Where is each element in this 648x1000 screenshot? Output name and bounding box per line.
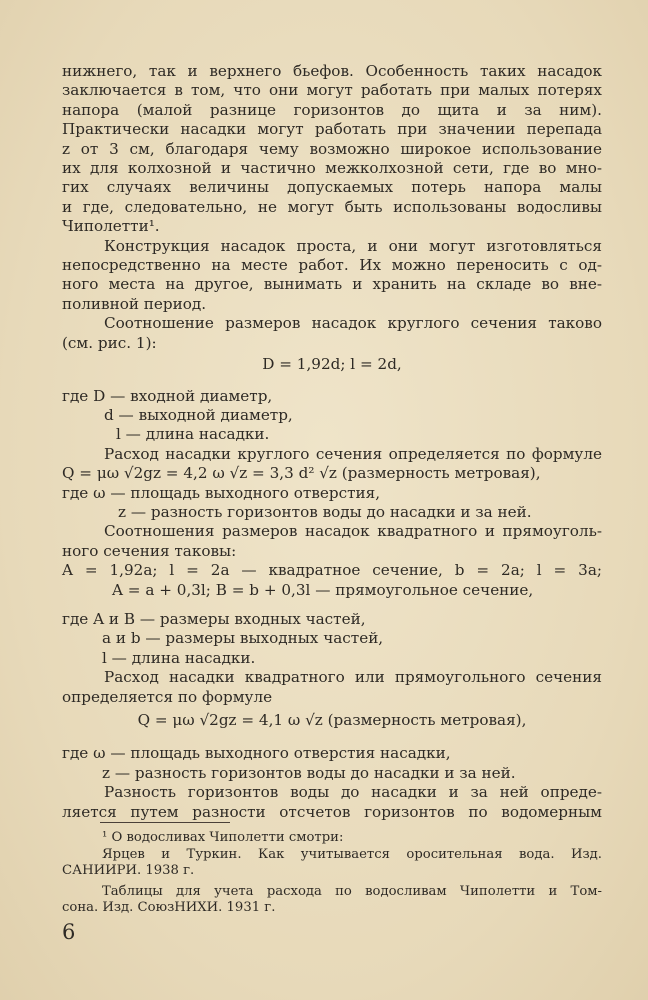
paragraph-flow-round [62, 445, 602, 523]
formula-square: A = 1,92a; l = 2a — квадратное сечение, b = 2a; l = 3a; [62, 561, 602, 580]
paragraph-construction [62, 237, 602, 315]
formula-rectangular: A = a + 0,3l; B = b + 0,3l — прямоугольное сечение, [112, 580, 534, 599]
text-line: (см. рис. 1): [62, 333, 157, 352]
where-block-3 [62, 610, 602, 668]
footnote-divider [100, 822, 230, 823]
paragraph-square-section [62, 522, 602, 600]
text-line: a и b — размеры выходных частей, [102, 629, 384, 648]
text-line: Соотношения размеров насадок квадратного и прямоуголь- [104, 522, 602, 541]
page-body-text [62, 62, 602, 822]
text-line: l — длина насадки. [116, 425, 270, 444]
text-line: Расход насадки круглого сечения определяется по формуле [104, 444, 602, 463]
text-line: напора (малой разнице горизонтов до щита и за ним). [62, 100, 602, 119]
text-line: Практически насадки могут работать при значении перепада [62, 120, 602, 139]
paragraph-horizon-difference [62, 783, 602, 822]
text-line: поливной период. [62, 294, 207, 313]
where-block-4 [62, 744, 602, 783]
text-line: где ω — площадь выходного отверстия насадки, [62, 744, 451, 763]
text-line: z — разность горизонтов воды до насадки и за ней. [118, 502, 532, 521]
text-line: Соотношение размеров насадок круглого сечения таково [104, 314, 602, 333]
paragraph-flow-square [62, 668, 602, 707]
text-line: ляется путем разности отсчетов горизонтов по водомерным [62, 802, 602, 821]
text-line: и где, следовательно, не могут быть использованы водосливы [62, 197, 602, 216]
footnote-line: Таблицы для учета расхода по водосливам Чиполетти и Том- [102, 883, 602, 899]
footnote-line: Ярцев и Туркин. Как учитывается оросительная вода. Изд. [102, 846, 602, 862]
footnote-line: сона. Изд. СоюзНИХИ. 1931 г. [62, 900, 276, 915]
formula-flow-square: Q = μω √2gz = 4,1 ω √z (размерность метровая), [137, 711, 527, 729]
paragraph-round-section [62, 314, 602, 353]
text-line: гих случаях величины допускаемых потерь напора малы [62, 178, 602, 197]
text-line: ного сечения таковы: [62, 541, 237, 560]
text-line: нижнего, так и верхнего бьефов. Особенность таких насадок [62, 62, 602, 80]
text-line: ного места на другое, вынимать и хранить на складе во вне- [62, 275, 602, 294]
text-line: где A и B — размеры входных частей, [62, 609, 366, 628]
text-line: где ω — площадь выходного отверстия, [62, 483, 381, 502]
text-line: определяется по формуле [62, 687, 273, 706]
formula-flow-round: Q = μω √2gz = 4,2 ω √z = 3,3 d² √z (размерность метровая), [62, 464, 541, 483]
text-line: d — выходной диаметр, [104, 405, 293, 424]
text-line: z — разность горизонтов воды до насадки и за ней. [102, 763, 516, 782]
text-line: где D — входной диаметр, [62, 386, 273, 405]
text-line: Конструкция насадок проста, и они могут изготовляться [104, 236, 602, 255]
text-line: заключается в том, что они могут работать при малых потерях [62, 81, 602, 100]
page-number: 6 [62, 920, 76, 944]
footnotes [62, 830, 602, 917]
text-line: Чиполетти¹. [62, 217, 160, 236]
footnote-line: САНИИРИ. 1938 г. [62, 863, 195, 878]
text-line: l — длина насадки. [102, 648, 256, 667]
text-line: z от 3 см, благодаря чему возможно широкое использование [62, 139, 602, 158]
formula-diameters: D = 1,92d; l = 2d, [262, 355, 402, 374]
where-block-1 [62, 387, 602, 445]
text-line: Расход насадки квадратного или прямоугольного сечения [104, 668, 602, 687]
paragraph-intro [62, 62, 602, 237]
text-line: их для колхозной и частично межколхозной сети, где во мно- [62, 159, 602, 178]
text-line: непосредственно на месте работ. Их можно переносить с од- [62, 256, 602, 275]
footnote-line: ¹ О водосливах Чиполетти смотри: [102, 830, 344, 845]
text-line: Разность горизонтов воды до насадки и за ней опреде- [104, 783, 602, 802]
